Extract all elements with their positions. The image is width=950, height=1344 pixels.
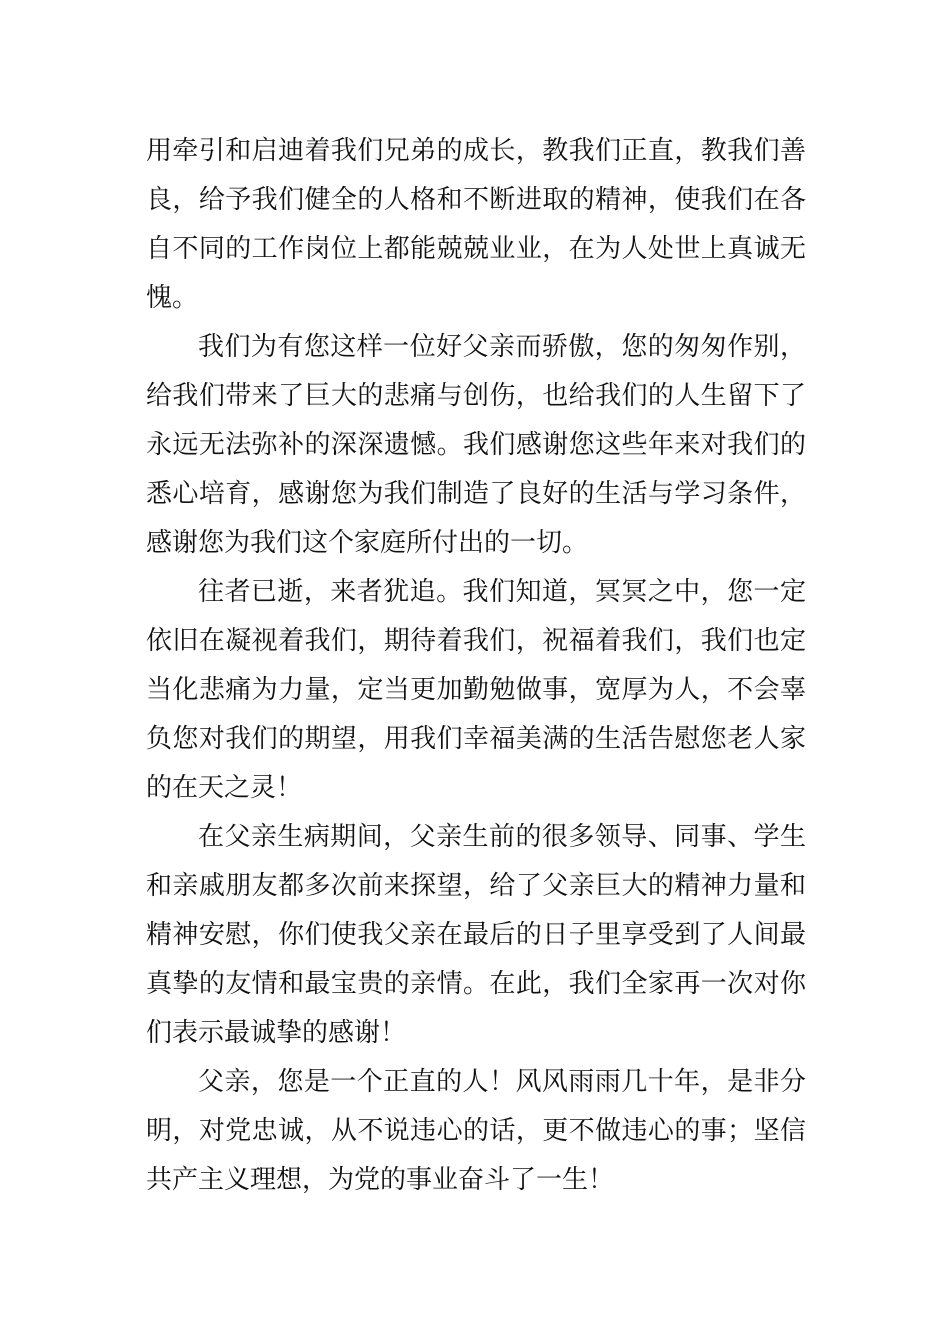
document-page [146, 127, 806, 1205]
paragraph: 我们为有您这样一位好父亲而骄傲，您的匆匆作别，给我们带来了巨大的悲痛与创伤，也给我们的人生留下了永远无法弥补的深深遗憾。我们感谢您这些年来对我们的悉心培育，感谢您为我们制造了良好的生活与学习条件，感谢您为我们这个家庭所付出的一切。 [146, 332, 806, 558]
paragraph-continued: 用牵引和启迪着我们兄弟的成长，教我们正直，教我们善良，给予我们健全的人格和不断进取的精神，使我们在各自不同的工作岗位上都能兢兢业业，在为人处世上真诚无愧。 [146, 136, 806, 313]
paragraph: 往者已逝，来者犹追。我们知道，冥冥之中，您一定依旧在凝视着我们，期待着我们，祝福着我们，我们也定当化悲痛为力量，定当更加勤勉做事，宽厚为人，不会辜负您对我们的期望，用我们幸福美满的生活告慰您老人家的在天之灵！ [146, 577, 806, 803]
paragraph: 在父亲生病期间，父亲生前的很多领导、同事、学生和亲戚朋友都多次前来探望，给了父亲巨大的精神力量和精神安慰，你们使我父亲在最后的日子里享受到了人间最真挚的友情和最宝贵的亲情。在此，我们全家再一次对你们表示最诚挚的感谢！ [146, 822, 806, 1048]
paragraph: 父亲，您是一个正直的人！风风雨雨几十年，是非分明，对党忠诚，从不说违心的话，更不做违心的事；坚信共产主义理想，为党的事业奋斗了一生！ [146, 1067, 806, 1195]
